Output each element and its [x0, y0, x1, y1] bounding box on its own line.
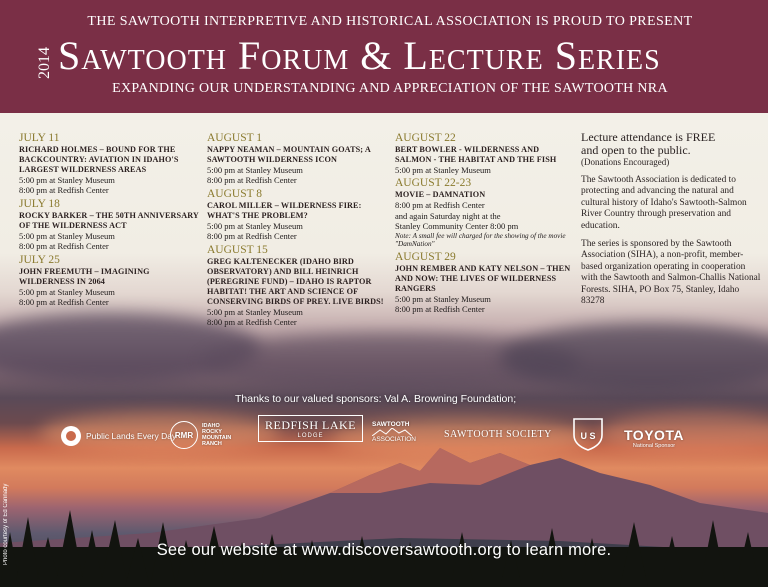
- rmr-line: ROCKY: [202, 428, 222, 435]
- sponsor-sawtooth-association: [372, 421, 416, 443]
- header-year: 2014: [36, 47, 53, 79]
- forest-treeline: [0, 492, 768, 587]
- event-date: AUGUST 29: [395, 250, 456, 263]
- event-title: JOHN FREEMUTH – IMAGINING WILDERNESS IN 2064: [19, 266, 150, 286]
- event-time: 8:00 pm at Redfish Center: [19, 241, 109, 252]
- event-time: and again Saturday night at the: [395, 210, 501, 221]
- sponsor-toyota: [624, 427, 684, 449]
- sawtooth-assoc-line-2: ASSOCIATION: [372, 436, 416, 443]
- event-time: 8:00 pm at Redfish Center: [19, 297, 109, 308]
- event-date: AUGUST 15: [207, 243, 268, 256]
- event-date: AUGUST 8: [207, 187, 263, 200]
- landscape-photo: [0, 113, 768, 587]
- event-time: 5:00 pm at Stanley Museum: [19, 175, 115, 185]
- event-title: MOVIE – DAMNATION: [395, 190, 486, 200]
- sponsors-thanks: Thanks to our valued sponsors: Val A. Browning Foundation;: [235, 393, 517, 405]
- event-time: 8:00 pm at Redfish Center: [207, 317, 297, 328]
- header-pre-title: THE SAWTOOTH INTERPRETIVE AND HISTORICAL ASSOCIATION IS PROUD TO PRESENT: [87, 14, 693, 29]
- schedule-column-july: [19, 131, 201, 309]
- toyota-name: TOYOTA: [624, 427, 685, 443]
- event-title: NAPPY NEAMAN – MOUNTAIN GOATS; A SAWTOOTH WILDERNESS ICON: [207, 145, 371, 164]
- event-date: JULY 11: [19, 132, 60, 144]
- event-date: AUGUST 1: [207, 132, 263, 144]
- header-banner: [0, 0, 768, 113]
- public-lands-label: Public Lands Every Day: [86, 431, 177, 441]
- usfs-shield-label: U S: [580, 431, 596, 441]
- rmr-line: MOUNTAIN: [202, 435, 232, 441]
- event-date: JULY 25: [19, 253, 60, 266]
- event-time: 5:00 pm at Stanley Museum: [207, 165, 303, 175]
- sponsor-public-lands: [60, 425, 176, 447]
- info-column: [581, 131, 761, 314]
- event-july-18: [19, 198, 201, 252]
- attendance-line-1: Lecture attendance is FREE: [581, 130, 716, 144]
- event-title: ROCKY BARKER – THE 50TH ANNIVERSARY OF THE WILDERNESS ACT: [19, 210, 199, 230]
- schedule-column-august-late: [395, 131, 575, 317]
- rmr-name: [202, 423, 231, 448]
- event-title: CAROL MILLER – WILDERNESS FIRE: WHAT'S THE PROBLEM?: [207, 200, 362, 220]
- sawtooth-society-name: SAWTOOTH SOCIETY: [444, 429, 552, 440]
- event-time: 5:00 pm at Stanley Museum: [207, 220, 303, 231]
- event-date: AUGUST 22: [395, 132, 456, 144]
- event-time: 8:00 pm at Redfish Center: [207, 175, 297, 186]
- mountain-logo-icon: [372, 428, 412, 436]
- page-title: Sawtooth Forum & Lecture Series: [58, 33, 661, 78]
- attendance-line-2: and open to the public.: [581, 143, 691, 157]
- event-title: GREG KALTENECKER (IDAHO BIRD OBSERVATORY) AND BILL HEINRICH (PEREGRINE FUND) – IDAHO IS RAPTOR HABITAT! THE ART AND SCIENCE OF CONSERVING BIRDS OF PREY. LIVE BIRDS!: [207, 256, 384, 306]
- photo-credit: Photo courtesy of Ed Cannady: [3, 483, 9, 565]
- event-time: 8:00 pm at Redfish Center: [207, 231, 297, 242]
- event-august-1: [207, 132, 387, 186]
- sponsor-sawtooth-society: [444, 429, 552, 440]
- event-july-25: [19, 254, 201, 308]
- event-time: 5:00 pm at Stanley Museum: [395, 165, 491, 175]
- sponsor-us-forest-service: [572, 417, 604, 451]
- event-august-15: [207, 244, 387, 328]
- schedule-column-august-early: [207, 131, 387, 329]
- event-time: 5:00 pm at Stanley Museum: [19, 286, 115, 297]
- rmr-line: RANCH: [202, 441, 222, 448]
- toyota-sub: National Sponsor: [632, 443, 676, 449]
- donations-note: (Donations Encouraged): [581, 157, 670, 167]
- redfish-lodge: LODGE: [297, 433, 324, 439]
- sawtooth-assoc-line-1: SAWTOOTH: [372, 421, 410, 428]
- event-august-22-23: [395, 177, 575, 248]
- event-july-11: [19, 132, 201, 196]
- redfish-name: REDFISH LAKE: [265, 418, 357, 432]
- event-note: Note: A small fee will charged for the showing of the movie "DamNation": [395, 231, 566, 249]
- public-lands-sun-icon: [60, 425, 82, 447]
- event-title: BERT BOWLER - WILDERNESS AND SALMON - THE HABITAT AND THE FISH: [395, 145, 557, 164]
- event-title: JOHN REMBER AND KATY NELSON – THEN AND NOW: THE LIVES OF WILDERNESS RANGERS: [395, 263, 571, 293]
- sponsor-idaho-rocky-mountain-ranch: [170, 421, 231, 449]
- rmr-line: IDAHO: [202, 422, 220, 429]
- event-title: RICHARD HOLMES – BOUND FOR THE BACKCOUNTRY: AVIATION IN IDAHO'S LARGEST WILDERNESS AREAS: [19, 145, 179, 174]
- event-august-8: [207, 188, 387, 242]
- rmr-logo-icon: RMR: [170, 421, 198, 449]
- event-time: 8:00 pm at Redfish Center: [395, 304, 485, 315]
- event-august-22: [395, 132, 575, 175]
- event-date: JULY 18: [19, 197, 60, 210]
- event-time: 8:00 pm at Redfish Center: [395, 200, 485, 211]
- event-time: 5:00 pm at Stanley Museum: [19, 230, 115, 241]
- event-time: Stanley Community Center 8:00 pm: [395, 221, 519, 232]
- event-time: 5:00 pm at Stanley Museum: [207, 306, 303, 317]
- event-time: 5:00 pm at Stanley Museum: [395, 293, 491, 304]
- event-august-29: [395, 251, 575, 315]
- event-date: AUGUST 22-23: [395, 177, 472, 190]
- event-time: 8:00 pm at Redfish Center: [19, 185, 109, 196]
- association-mission: The Sawtooth Association is dedicated to protecting and advancing the natural and cultural history of Idaho's Sawtooth-Salmon River Country through preservation and education.: [581, 175, 747, 231]
- usfs-shield-icon: [572, 417, 604, 451]
- header-subtitle: EXPANDING OUR UNDERSTANDING AND APPRECIATION OF THE SAWTOOTH NRA: [112, 81, 668, 96]
- website-line[interactable]: See our website at www.discoversawtooth.org to learn more.: [156, 541, 612, 559]
- sponsorship-details: The series is sponsored by the Sawtooth Association (SIHA), a non-profit, member-based organization operating in cooperation with the Sawtooth and Salmon-Challis National Forests. SIHA, PO Box 75, Stanley, Idaho 83278: [581, 239, 761, 307]
- sponsor-redfish-lake-lodge: [258, 415, 363, 442]
